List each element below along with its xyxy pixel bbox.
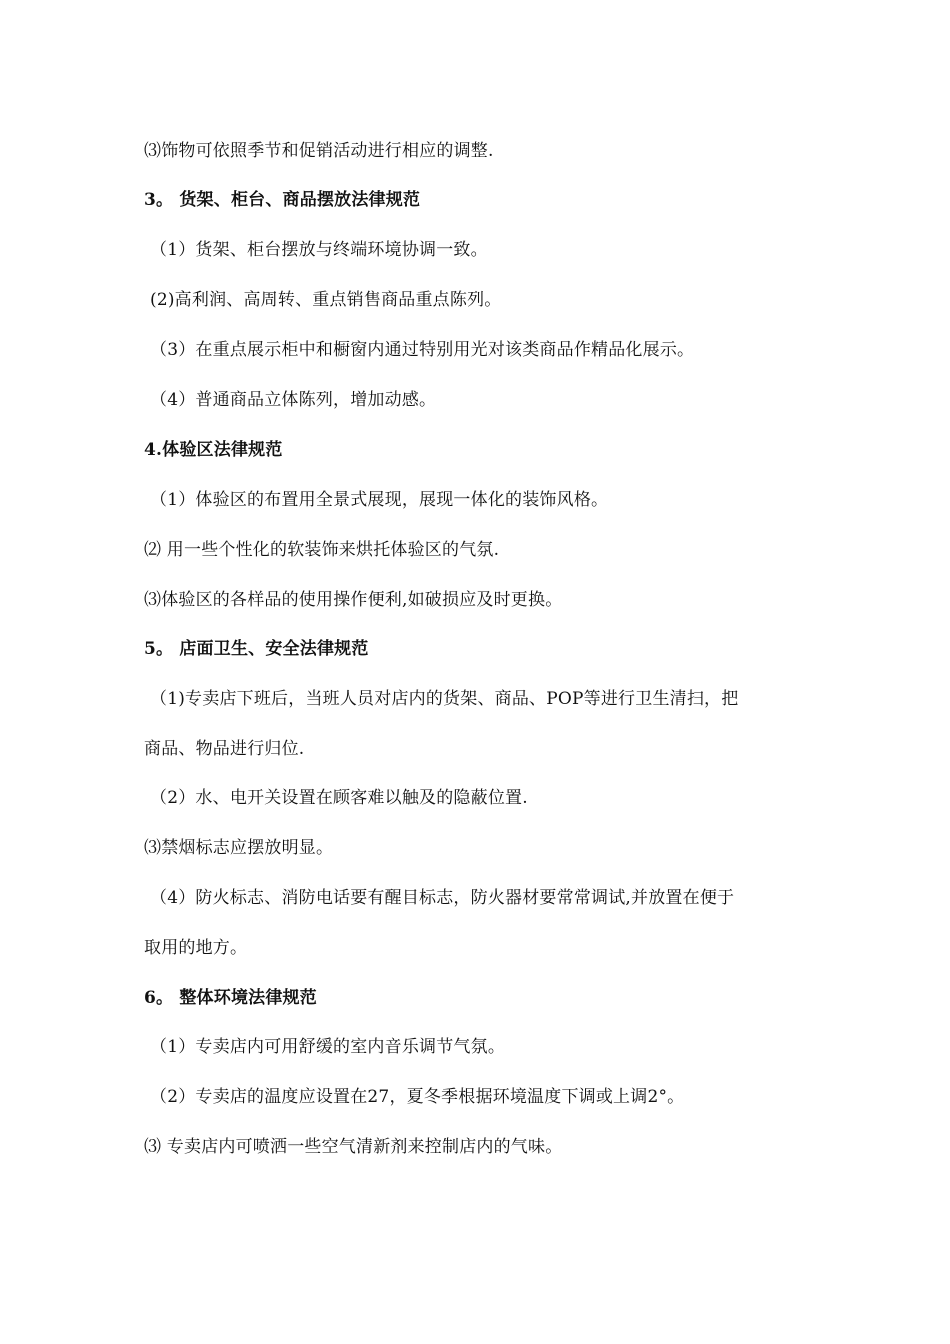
section-heading: 3。 货架、柜台、商品摆放法律规范	[144, 190, 421, 210]
paragraph-line: 取用的地方。	[144, 938, 248, 958]
paragraph-line: ⑶ 专卖店内可喷洒一些空气清新剂来控制店内的气味。	[144, 1137, 563, 1157]
paragraph-line: （2）专卖店的温度应设置在27，夏冬季根据环境温度下调或上调2°。	[150, 1087, 685, 1107]
paragraph-line: （2）水、电开关设置在顾客难以触及的隐蔽位置.	[150, 788, 528, 808]
paragraph-line: （1）货架、柜台摆放与终端环境协调一致。	[150, 240, 488, 260]
paragraph-line: （4）普通商品立体陈列，增加动感。	[150, 390, 437, 410]
paragraph-line: (2)高利润、高周转、重点销售商品重点陈列。	[150, 290, 502, 310]
paragraph-line: （1）体验区的布置用全景式展现，展现一体化的装饰风格。	[150, 490, 609, 510]
paragraph-line: （1)专卖店下班后，当班人员对店内的货架、商品、POP等进行卫生清扫，把	[150, 689, 739, 709]
paragraph-line: （3）在重点展示柜中和橱窗内通过特别用光对该类商品作精品化展示。	[150, 340, 695, 360]
section-heading: 4.体验区法律规范	[144, 440, 283, 460]
section-heading: 5。 店面卫生、安全法律规范	[144, 639, 369, 659]
paragraph-line: ⑶饰物可依照季节和促销活动进行相应的调整.	[144, 141, 494, 161]
paragraph-line: ⑵ 用一些个性化的软装饰来烘托体验区的气氛.	[144, 540, 500, 560]
paragraph-line: ⑶禁烟标志应摆放明显。	[144, 838, 334, 858]
paragraph-line: （4）防火标志、消防电话要有醒目标志，防火器材要常常调试,并放置在便于	[150, 888, 735, 908]
paragraph-line: 商品、物品进行归位.	[144, 739, 305, 759]
paragraph-line: （1）专卖店内可用舒缓的室内音乐调节气氛。	[150, 1037, 506, 1057]
paragraph-line: ⑶体验区的各样品的使用操作便利,如破损应及时更换。	[144, 590, 563, 610]
section-heading: 6。 整体环境法律规范	[144, 988, 317, 1008]
